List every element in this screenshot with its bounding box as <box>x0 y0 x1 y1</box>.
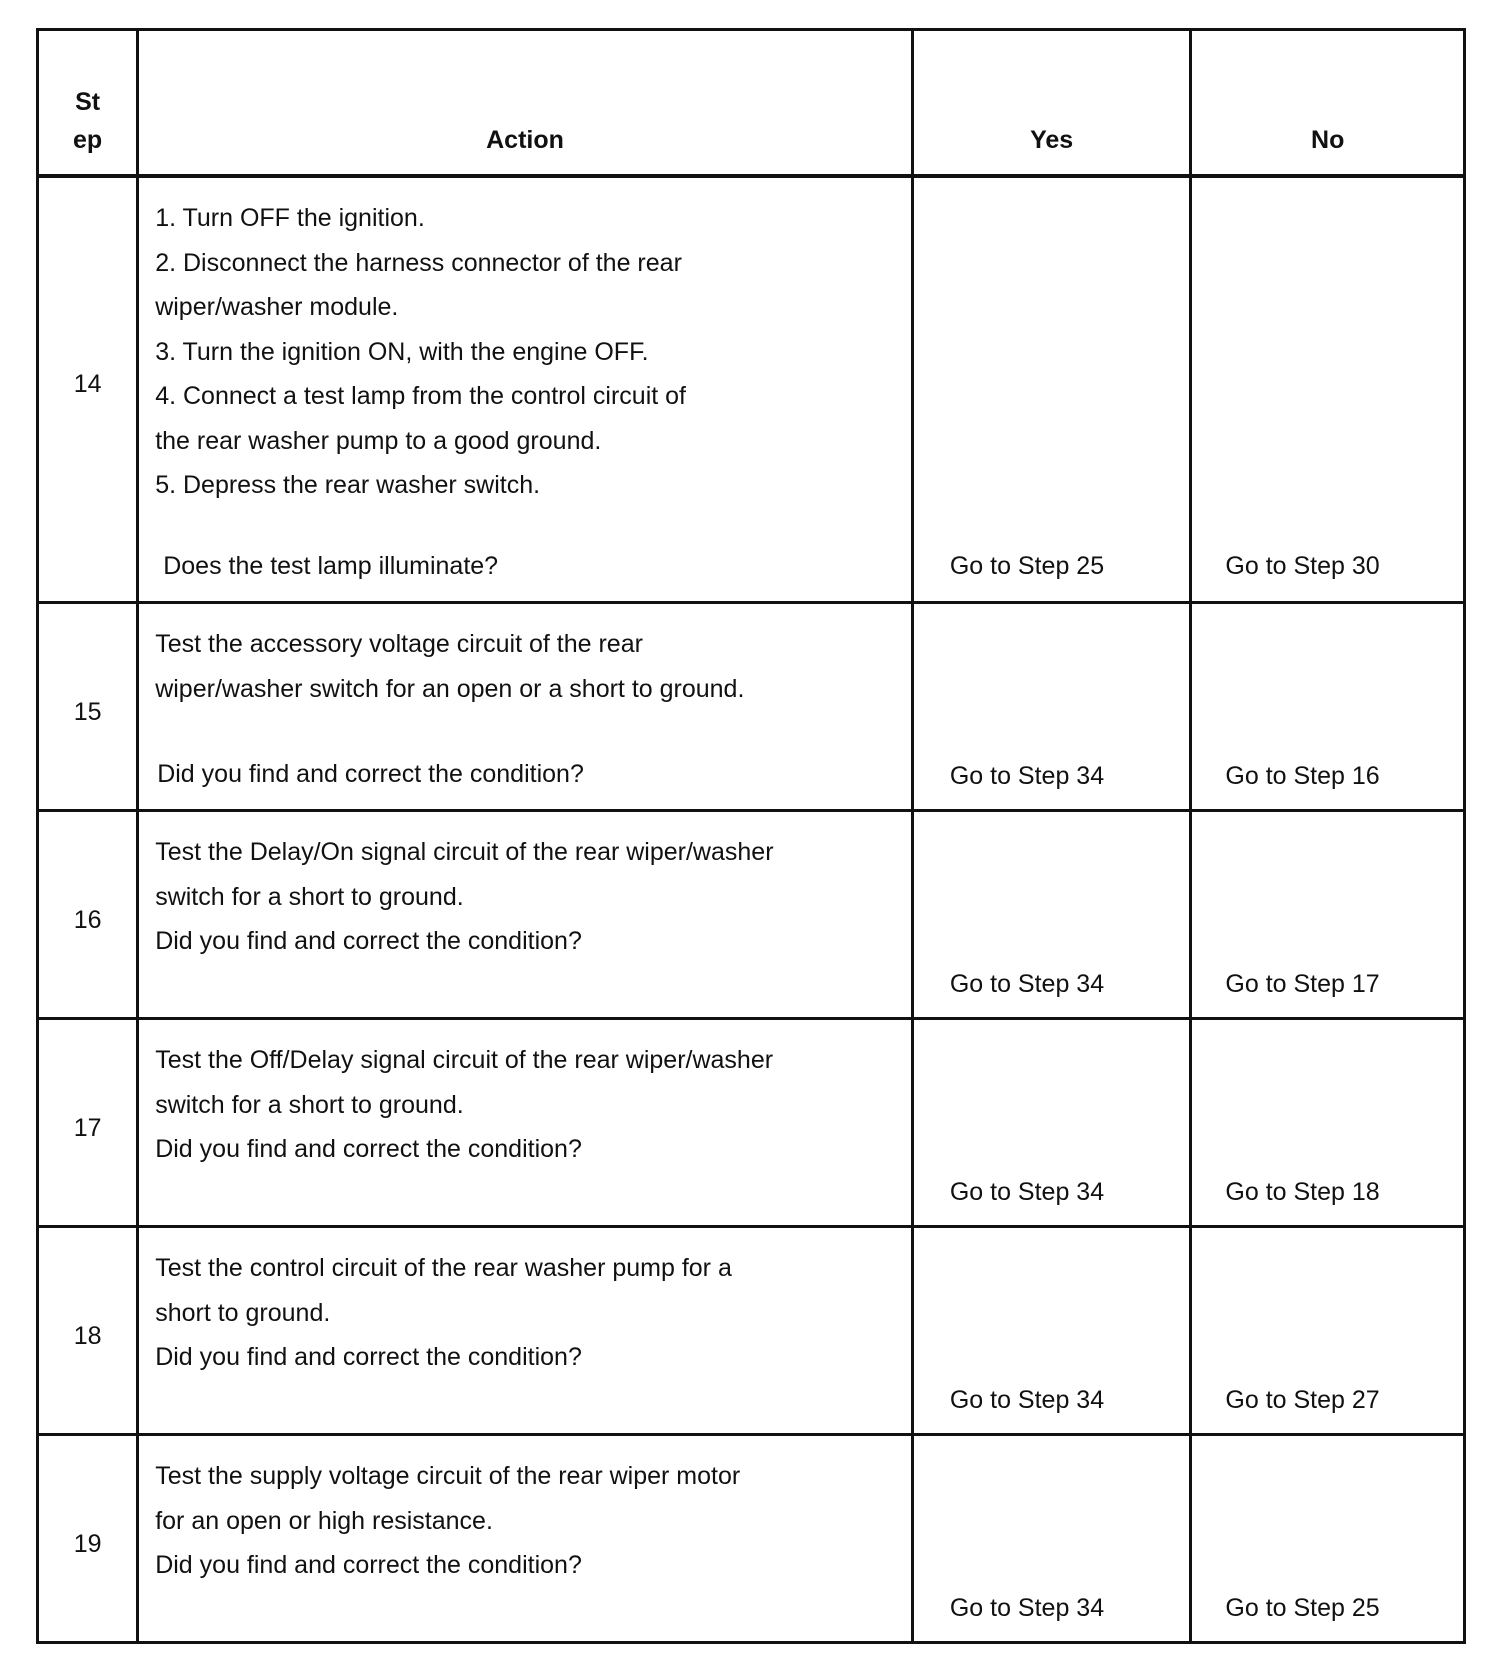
yes-cell <box>912 1019 1191 1227</box>
yes-answer: Go to Step 34 <box>949 1386 1105 1414</box>
header-no <box>1191 30 1465 177</box>
step-number: 15 <box>73 698 102 726</box>
no-cell <box>1191 1435 1465 1643</box>
action-cell <box>138 603 913 811</box>
action-text <box>155 622 871 711</box>
step-number: 17 <box>73 1114 102 1142</box>
header-step <box>38 30 138 177</box>
table-row-step-14 <box>38 176 1465 603</box>
action-line: Test the Off/Delay signal circuit of the rear wiper/washer <box>155 1046 774 1074</box>
step-number: 19 <box>73 1530 102 1558</box>
header-no-label: No <box>1311 126 1345 154</box>
action-line: Did you find and correct the condition? <box>155 1343 582 1371</box>
step-number: 14 <box>73 370 102 398</box>
action-line: Test the supply voltage circuit of the rear wiper motor <box>155 1462 741 1490</box>
action-line: wiper/washer switch for an open or a short to ground. <box>155 674 745 703</box>
action-line: switch for a short to ground. <box>155 1090 464 1119</box>
step-number: 18 <box>73 1322 102 1350</box>
action-line: 1. Turn OFF the ignition. <box>155 204 425 232</box>
no-cell <box>1191 811 1465 1019</box>
no-answer: Go to Step 25 <box>1225 1594 1380 1622</box>
no-cell <box>1191 1019 1465 1227</box>
yes-answer: Go to Step 34 <box>949 762 1105 790</box>
action-line: 4. Connect a test lamp from the control circuit of <box>155 382 686 410</box>
no-answer: Go to Step 27 <box>1225 1386 1380 1414</box>
yes-answer: Go to Step 34 <box>949 970 1105 998</box>
no-cell <box>1191 176 1465 603</box>
action-line: 2. Disconnect the harness connector of the rear <box>155 248 682 277</box>
action-text <box>155 830 871 964</box>
action-cell <box>138 176 913 603</box>
header-yes-label: Yes <box>1030 126 1074 154</box>
yes-answer: Go to Step 34 <box>949 1594 1105 1622</box>
step-cell <box>38 811 138 1019</box>
action-line: Test the control circuit of the rear washer pump for a <box>155 1254 732 1282</box>
step-cell <box>38 1019 138 1227</box>
action-line: Test the Delay/On signal circuit of the rear wiper/washer <box>155 838 774 866</box>
header-row <box>38 30 1465 177</box>
action-line: the rear washer pump to a good ground. <box>155 426 602 455</box>
header-step-line1: St <box>75 88 101 116</box>
yes-cell <box>912 811 1191 1019</box>
no-cell <box>1191 1227 1465 1435</box>
step-cell <box>38 176 138 603</box>
action-line: Did you find and correct the condition? <box>155 1135 582 1163</box>
table-row-step-17 <box>38 1019 1465 1227</box>
no-answer: Go to Step 30 <box>1225 552 1380 580</box>
table-row-step-19 <box>38 1435 1465 1643</box>
action-text <box>155 1454 871 1588</box>
header-action <box>138 30 913 177</box>
action-line: Did you find and correct the condition? <box>155 1551 582 1579</box>
action-line: wiper/washer module. <box>155 293 399 321</box>
yes-cell <box>912 1435 1191 1643</box>
yes-cell <box>912 603 1191 811</box>
step-cell <box>38 1227 138 1435</box>
header-action-label: Action <box>486 126 564 154</box>
action-line: for an open or high resistance. <box>155 1506 493 1535</box>
action-text <box>155 196 871 508</box>
step-cell <box>38 1435 138 1643</box>
no-answer: Go to Step 18 <box>1225 1178 1380 1206</box>
action-line: Test the accessory voltage circuit of the rear <box>155 630 643 658</box>
header-yes <box>912 30 1191 177</box>
action-line: 5. Depress the rear washer switch. <box>155 471 541 499</box>
step-number: 16 <box>73 906 102 934</box>
no-answer: Go to Step 16 <box>1225 762 1380 790</box>
table-row-step-16 <box>38 811 1465 1019</box>
action-question: Did you find and correct the condition? <box>157 760 584 788</box>
action-cell <box>138 811 913 1019</box>
action-text <box>155 1246 871 1380</box>
action-cell <box>138 1435 913 1643</box>
action-text <box>155 1038 871 1172</box>
action-cell <box>138 1227 913 1435</box>
table-row-step-15 <box>38 603 1465 811</box>
action-line: Did you find and correct the condition? <box>155 927 582 955</box>
action-cell <box>138 1019 913 1227</box>
action-line: 3. Turn the ignition ON, with the engine OFF. <box>155 337 649 366</box>
yes-cell <box>912 176 1191 603</box>
header-step-line2: ep <box>73 126 103 154</box>
step-cell <box>38 603 138 811</box>
no-cell <box>1191 603 1465 811</box>
diagnostic-table <box>36 28 1466 1644</box>
action-line: switch for a short to ground. <box>155 882 464 911</box>
yes-cell <box>912 1227 1191 1435</box>
no-answer: Go to Step 17 <box>1225 970 1380 998</box>
table-row-step-18 <box>38 1227 1465 1435</box>
action-line: short to ground. <box>155 1298 331 1327</box>
yes-answer: Go to Step 25 <box>949 552 1105 580</box>
yes-answer: Go to Step 34 <box>949 1178 1105 1206</box>
action-question: Does the test lamp illuminate? <box>163 552 499 580</box>
